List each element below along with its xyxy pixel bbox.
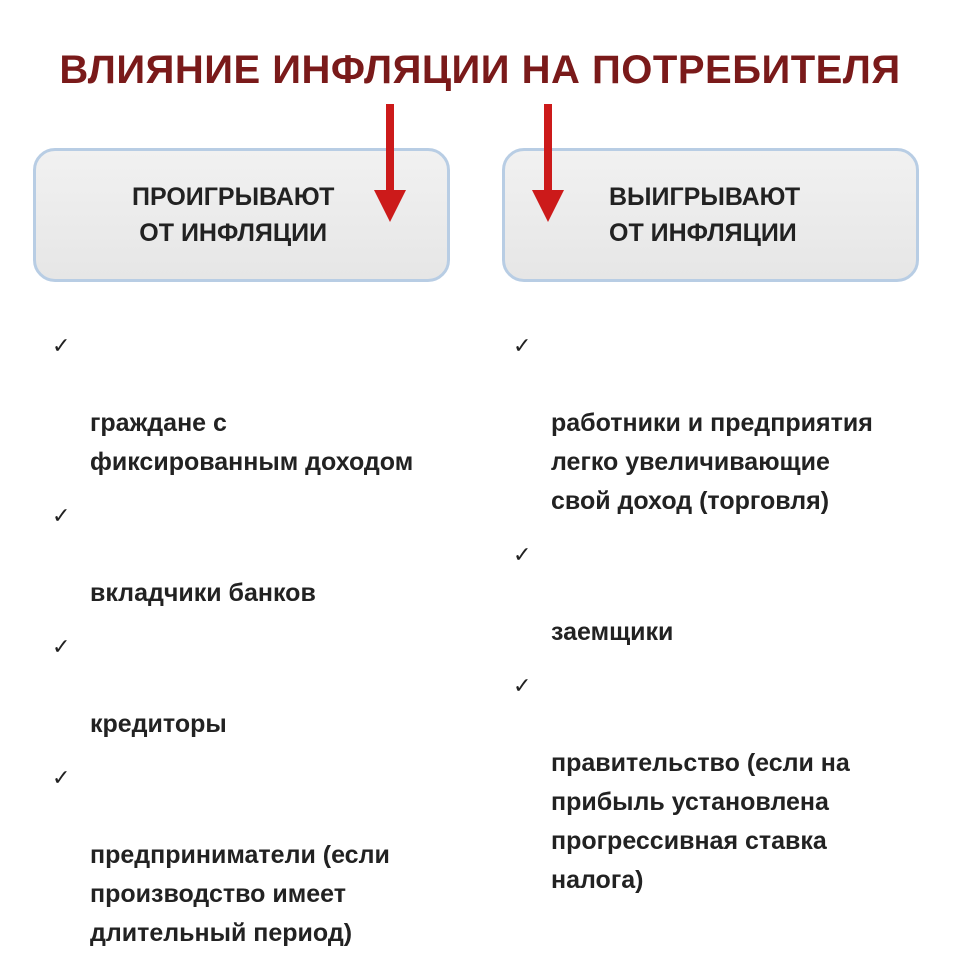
losers-list bbox=[52, 326, 452, 967]
list-item-text: заемщики bbox=[551, 618, 674, 646]
list-item-text: граждане с фиксированным доходом bbox=[90, 409, 414, 476]
list-item-text: кредиторы bbox=[90, 710, 227, 738]
list-item bbox=[52, 496, 452, 613]
winners-list bbox=[513, 326, 933, 914]
list-item-text: работники и предприятия легко увеличивающие свой доход (торговля) bbox=[551, 409, 873, 515]
list-item-text: правительство (если на прибыль установлена прогрессивная ставка налога) bbox=[551, 749, 850, 894]
arrow-down-icon-right bbox=[530, 104, 566, 224]
arrow-down-icon-left bbox=[372, 104, 408, 224]
checkmark-icon: ✓ bbox=[513, 542, 532, 567]
list-item bbox=[52, 758, 452, 953]
page-title: ВЛИЯНИЕ ИНФЛЯЦИИ НА ПОТРЕБИТЕЛЯ bbox=[59, 48, 901, 92]
checkmark-icon: ✓ bbox=[52, 333, 71, 358]
checkmark-icon: ✓ bbox=[513, 673, 532, 698]
list-item-text: предприниматели (если производство имеет длительный период) bbox=[90, 841, 390, 947]
list-item bbox=[513, 535, 933, 652]
checkmark-icon: ✓ bbox=[52, 765, 71, 790]
checkmark-icon: ✓ bbox=[52, 503, 71, 528]
list-item-text: вкладчики банков bbox=[90, 579, 316, 607]
list-item bbox=[513, 666, 933, 900]
losers-heading: ПРОИГРЫВАЮТ ОТ ИНФЛЯЦИИ bbox=[132, 183, 335, 247]
checkmark-icon: ✓ bbox=[52, 634, 71, 659]
winners-heading: ВЫИГРЫВАЮТ ОТ ИНФЛЯЦИИ bbox=[609, 183, 801, 247]
list-item bbox=[52, 326, 452, 482]
checkmark-icon: ✓ bbox=[513, 333, 532, 358]
list-item bbox=[513, 326, 933, 521]
list-item bbox=[52, 627, 452, 744]
